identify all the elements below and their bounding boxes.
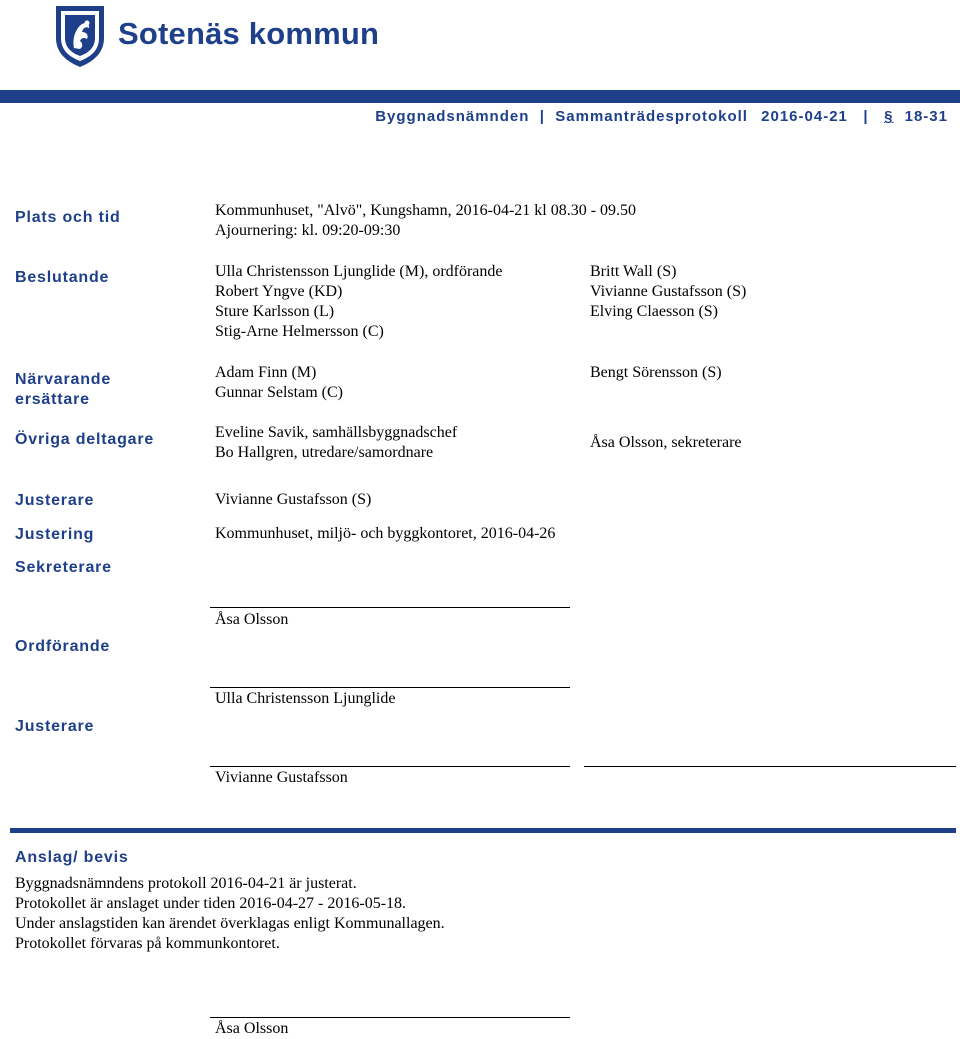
label-justerare: Justerare	[15, 492, 95, 509]
label-narvarande-ersattare	[15, 370, 111, 410]
coat-of-arms-icon	[52, 4, 108, 68]
beslutande-col1	[215, 262, 503, 342]
separator: |	[853, 108, 879, 125]
member-name: Elving Claesson (S)	[590, 303, 718, 320]
member-name: Robert Yngve (KD)	[215, 283, 343, 300]
label-anslag-bevis: Anslag/ bevis	[15, 849, 129, 866]
document-type: Sammanträdesprotokoll	[555, 108, 748, 125]
logo-wordmark: Sotenäs kommun	[118, 16, 380, 51]
paragraph-range: 18-31	[904, 108, 948, 125]
committee-name: Byggnadsnämnden	[375, 108, 530, 125]
signature-line-anslag	[210, 1017, 570, 1018]
justerare-value: Vivianne Gustafsson (S)	[215, 491, 372, 508]
participant-name: Åsa Olsson, sekreterare	[590, 434, 742, 451]
label-ovriga-deltagare: Övriga deltagare	[15, 431, 155, 448]
signature-line-justerare-2	[584, 766, 956, 767]
label-line: Närvarande	[15, 371, 112, 388]
member-name: Stig-Arne Helmersson (C)	[215, 323, 384, 340]
participant-name: Bo Hallgren, utredare/samordnare	[215, 444, 434, 461]
label-justerare-signature: Justerare	[15, 718, 95, 735]
label-plats-och-tid: Plats och tid	[15, 209, 121, 226]
member-name: Bengt Sörensson (S)	[590, 364, 722, 381]
signature-line-ordforande	[210, 687, 570, 688]
signature-name-anslag: Åsa Olsson	[215, 1020, 289, 1037]
signature-name-justerare: Vivianne Gustafsson	[215, 769, 348, 786]
plats-line: Kommunhuset, "Alvö", Kungshamn, 2016-04-21 kl 08.30 - 09.50	[215, 202, 637, 219]
member-name: Britt Wall (S)	[590, 263, 677, 280]
signature-name-sekreterare: Åsa Olsson	[215, 611, 289, 628]
plats-value	[215, 201, 636, 241]
label-sekreterare: Sekreterare	[15, 559, 112, 576]
narvarande-col1	[215, 363, 343, 403]
ovriga-col2	[590, 433, 742, 453]
justering-value: Kommunhuset, miljö- och byggkontoret, 2016-04-26	[215, 525, 556, 542]
anslag-line: Under anslagstiden kan ärendet överklagas enligt Kommunallagen.	[15, 915, 445, 932]
plats-line: Ajournering: kl. 09:20-09:30	[215, 222, 401, 239]
signature-line-justerare	[210, 766, 570, 767]
ovriga-col1	[215, 423, 457, 463]
narvarande-col2	[590, 363, 722, 383]
header-bar	[0, 90, 960, 103]
anslag-line: Protokollet är anslaget under tiden 2016-04-27 - 2016-05-18.	[15, 895, 407, 912]
label-beslutande: Beslutande	[15, 269, 110, 286]
member-name: Ulla Christensson Ljunglide (M), ordförande	[215, 263, 503, 280]
anslag-divider	[10, 828, 956, 833]
label-ordforande: Ordförande	[15, 638, 111, 655]
member-name: Gunnar Selstam (C)	[215, 384, 343, 401]
anslag-line: Byggnadsnämndens protokoll 2016-04-21 är justerat.	[15, 875, 357, 892]
label-justering: Justering	[15, 526, 95, 543]
paragraph-symbol: §	[884, 108, 894, 125]
protocol-header	[375, 108, 948, 125]
signature-name-ordforande: Ulla Christensson Ljunglide	[215, 690, 396, 707]
signature-line-sekreterare	[210, 607, 570, 608]
beslutande-col2	[590, 262, 746, 322]
member-name: Vivianne Gustafsson (S)	[590, 283, 747, 300]
member-name: Sture Karlsson (L)	[215, 303, 335, 320]
logo	[52, 4, 380, 68]
anslag-text	[15, 874, 445, 954]
label-line: ersättare	[15, 391, 90, 408]
meeting-date: 2016-04-21	[761, 108, 848, 125]
participant-name: Eveline Savik, samhällsbyggnadschef	[215, 424, 458, 441]
anslag-line: Protokollet förvaras på kommunkontoret.	[15, 935, 280, 952]
separator: |	[534, 108, 551, 125]
member-name: Adam Finn (M)	[215, 364, 317, 381]
